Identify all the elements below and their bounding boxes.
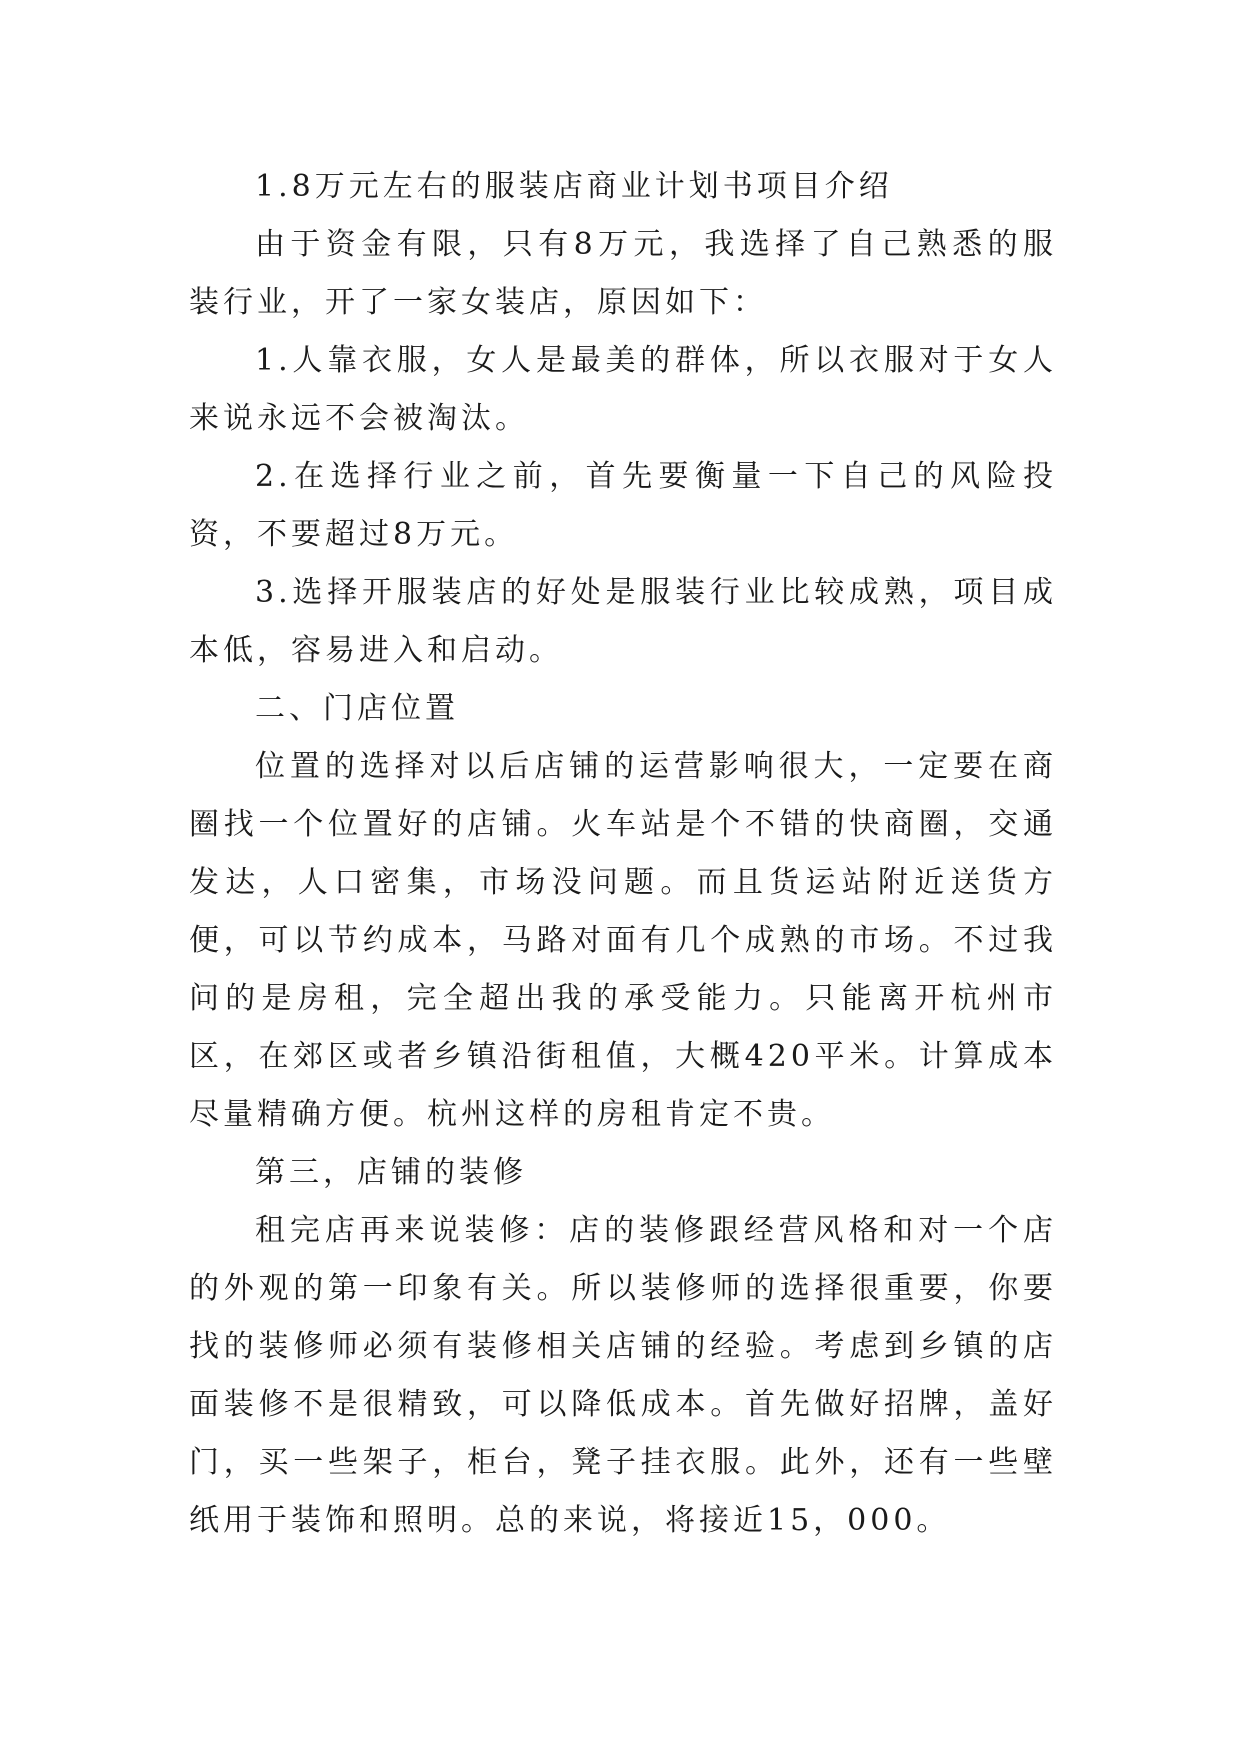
paragraph-decoration: 租完店再来说装修：店的装修跟经营风格和对一个店的外观的第一印象有关。所以装修师的选择很重要，你要找的装修师必须有装修相关店铺的经验。考虑到乡镇的店面装修不是很精致，可以降低成本。首先做好招牌，盖好门，买一些架子，柜台，凳子挂衣服。此外，还有一些壁纸用于装饰和照明。总的来说，将接近15，000。 [189,1213,1057,1538]
paragraph-location: 位置的选择对以后店铺的运营影响很大，一定要在商圈找一个位置好的店铺。火车站是个不错的快商圈，交通发达，人口密集，市场没问题。而且货运站附近送货方便，可以节约成本，马路对面有几个成熟的市场。不过我问的是房租，完全超出我的承受能力。只能离开杭州市区，在郊区或者乡镇沿街租值，大概420平米。计算成本尽量精确方便。杭州这样的房租肯定不贵。 [189,749,1057,1132]
paragraph-intro: 由于资金有限，只有8万元，我选择了自己熟悉的服装行业，开了一家女装店，原因如下： [189,227,1057,320]
section-heading-decoration: 第三，店铺的装修 [255,1155,527,1190]
reason-item-3: 3.选择开服装店的好处是服装行业比较成熟，项目成本低，容易进入和启动。 [189,575,1057,668]
reason-item-1: 1.人靠衣服，女人是最美的群体，所以衣服对于女人来说永远不会被淘汰。 [189,343,1057,436]
section-heading-location: 二、门店位置 [255,691,459,726]
document-title: 1.8万元左右的服装店商业计划书项目介绍 [255,169,893,204]
reason-item-2: 2.在选择行业之前，首先要衡量一下自己的风险投资，不要超过8万元。 [189,459,1057,552]
document-body [189,158,1057,1550]
